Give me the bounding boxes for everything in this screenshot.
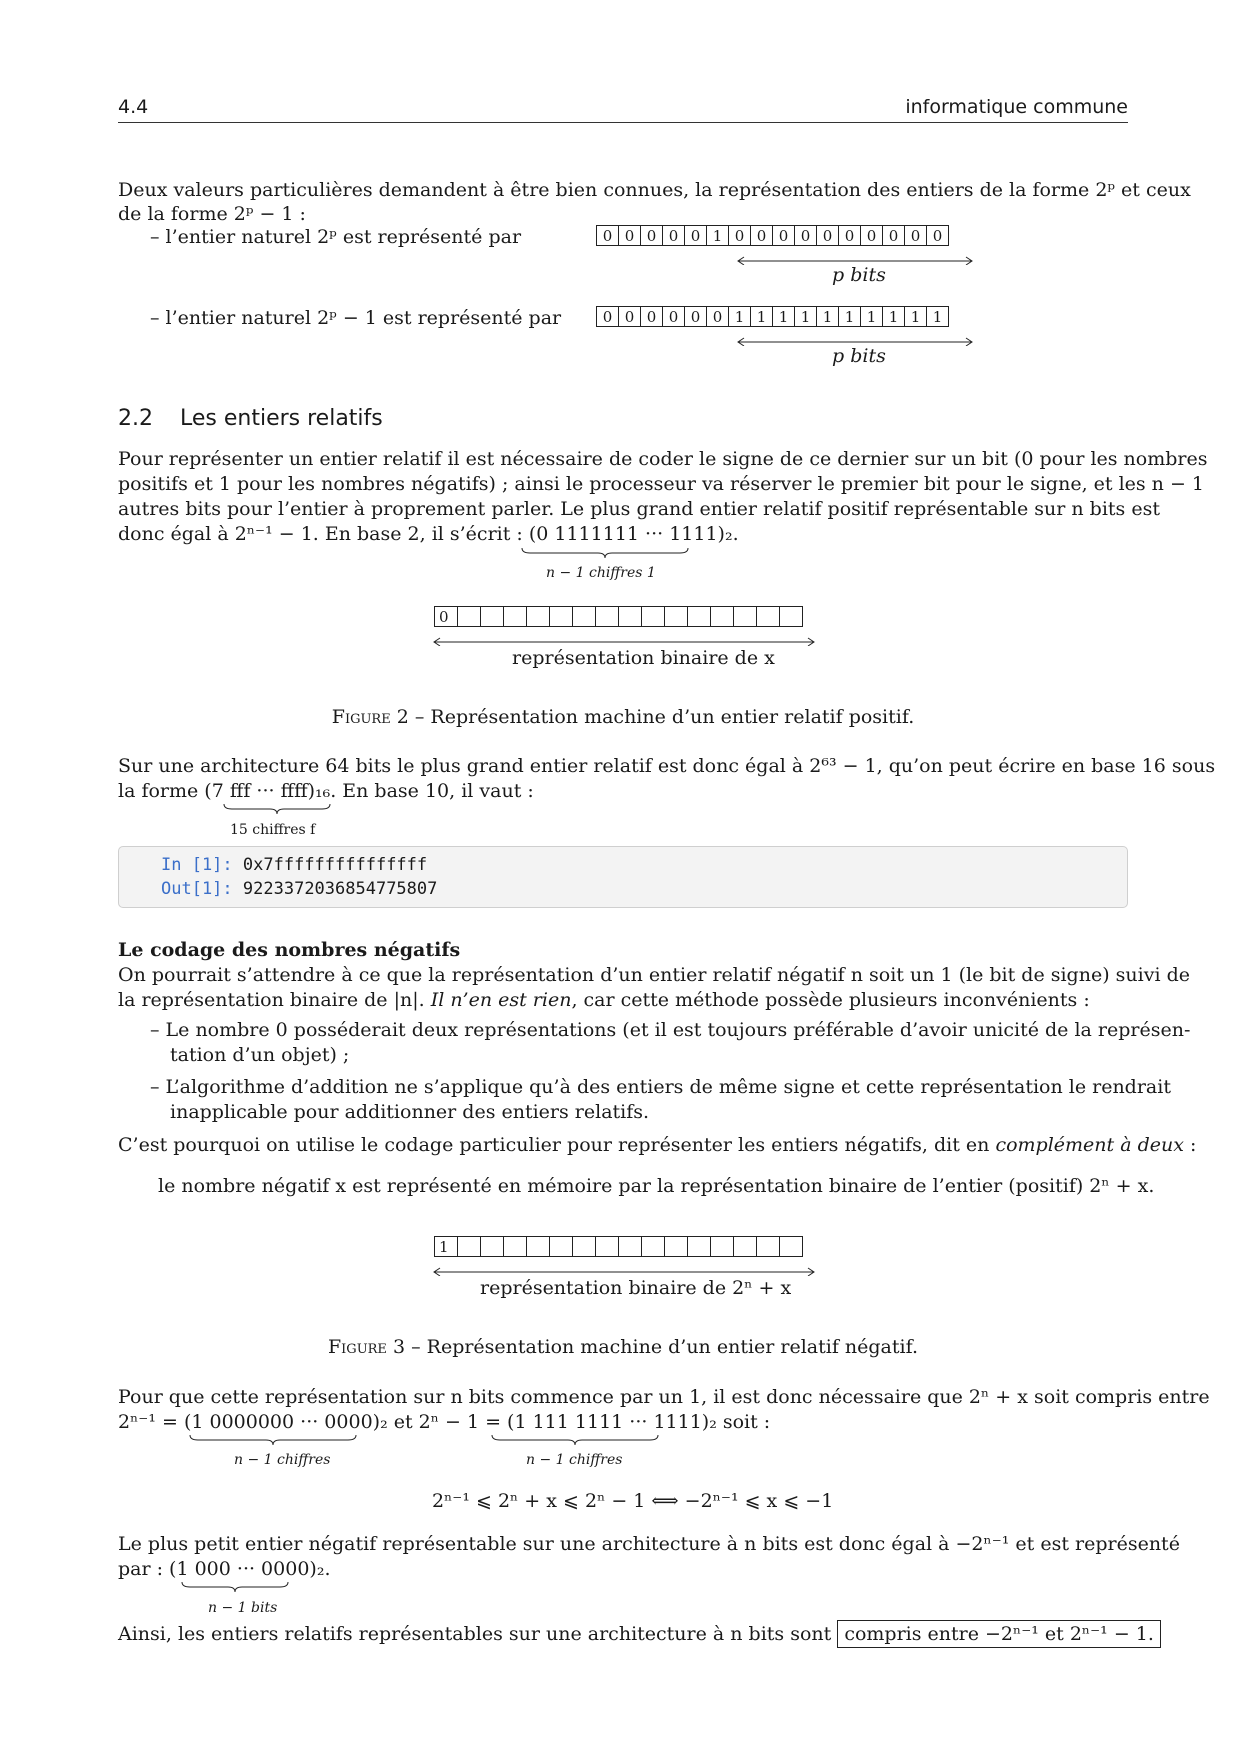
bit-cell: 1 <box>905 306 927 327</box>
bit-cell: 0 <box>685 225 707 246</box>
bit-cell: 1 <box>883 306 905 327</box>
in-value: 0x7fffffffffffffff <box>242 855 428 875</box>
para2-line-2: la forme (7 fff ··· ffff)₁₆. En base 10, il vaut : <box>118 780 534 802</box>
bit-cell: 0 <box>707 306 729 327</box>
register-cell <box>596 606 619 627</box>
bit-cell: 1 <box>839 306 861 327</box>
code-out-line <box>161 879 437 899</box>
register-cell <box>711 1236 734 1257</box>
register-cell <box>550 1236 573 1257</box>
bit-cell: 0 <box>663 225 685 246</box>
brace-label-para1: n − 1 chiffres 1 <box>546 565 656 581</box>
intro-line-2: de la forme 2ᵖ − 1 : <box>118 203 306 225</box>
figure2-register <box>434 606 803 627</box>
register-cell <box>711 606 734 627</box>
register-cell <box>619 606 642 627</box>
brace-para3-b <box>490 1433 660 1447</box>
para1-line-4: donc égal à 2ⁿ⁻¹ − 1. En base 2, il s’écrit : (0 1111111 ··· 1111)₂. <box>118 523 739 545</box>
register-cell <box>619 1236 642 1257</box>
para2-line-1: Sur une architecture 64 bits le plus grand entier relatif est donc égal à 2⁶³ − 1, qu’on peut écrire en base 16 sous <box>118 755 1216 777</box>
bit-cell: 0 <box>795 225 817 246</box>
brace-para1 <box>520 546 690 560</box>
register-cell <box>573 1236 596 1257</box>
bit-cell: 0 <box>619 306 641 327</box>
intro-item-1: – l’entier naturel 2ᵖ est représenté par <box>150 226 522 248</box>
neg-line-3 <box>118 1133 1197 1158</box>
bit-cell: 1 <box>927 306 949 327</box>
inequality-equation: 2ⁿ⁻¹ ⩽ 2ⁿ + x ⩽ 2ⁿ − 1 ⟺ −2ⁿ⁻¹ ⩽ x ⩽ −1 <box>432 1490 834 1512</box>
p-bits-label-1: p bits <box>832 264 886 286</box>
register-cell <box>757 606 780 627</box>
neg-line-2c: , car cette méthode possède plusieurs inconvénients : <box>571 989 1090 1011</box>
register-cell <box>481 1236 504 1257</box>
register-cell <box>688 1236 711 1257</box>
bit-cell: 1 <box>707 225 729 246</box>
register-cell <box>458 1236 481 1257</box>
bit-cell: 0 <box>773 225 795 246</box>
neg-heading: Le codage des nombres négatifs <box>118 939 461 961</box>
para1-line-3: autres bits pour l’entier à proprement parler. Le plus grand entier relatif positif représentable sur n bits est <box>118 498 1160 520</box>
figure3-caption <box>118 1336 1128 1358</box>
register-cell <box>665 606 688 627</box>
final-statement-text: Ainsi, les entiers relatifs représentables sur une architecture à n bits sont <box>118 1623 838 1645</box>
neg-line-3c: : <box>1183 1134 1197 1156</box>
bit-cell: 0 <box>619 225 641 246</box>
para1-line-1: Pour représenter un entier relatif il est nécessaire de coder le signe de ce dernier sur un bit (0 pour les nombres <box>118 448 1208 470</box>
register-cell <box>527 1236 550 1257</box>
out-value: 9223372036854775807 <box>242 879 438 899</box>
para3-line-1: Pour que cette représentation sur n bits commence par un 1, il est donc nécessaire que 2ⁿ + x soit compris entre <box>118 1386 1210 1408</box>
bit-cell: 1 <box>773 306 795 327</box>
bit-cell: 0 <box>641 306 663 327</box>
para3-line-2: 2ⁿ⁻¹ = (1 0000000 ··· 0000)₂ et 2ⁿ − 1 = (1 111 1111 ··· 1111)₂ soit : <box>118 1411 771 1433</box>
figure2-caption-prefix: Figure 2 <box>331 706 409 728</box>
section-number: 4.4 <box>118 96 149 118</box>
section-title: Les entiers relatifs <box>180 406 383 431</box>
bit-cell: 0 <box>641 225 663 246</box>
bullet2-line-2: inapplicable pour additionner des entiers relatifs. <box>170 1101 650 1123</box>
bit-cell: 1 <box>795 306 817 327</box>
bit-cell: 0 <box>597 225 619 246</box>
brace-para3-a <box>188 1433 358 1447</box>
bullet1-line-1: – Le nombre 0 posséderait deux représentations (et il est toujours préférable d’avoir unicité de la représen- <box>150 1019 1191 1041</box>
final-boxed-range: compris entre −2ⁿ⁻¹ et 2ⁿ⁻¹ − 1. <box>837 1620 1161 1648</box>
bit-cell: 0 <box>905 225 927 246</box>
header-rule <box>118 122 1128 123</box>
final-statement <box>118 1622 1154 1647</box>
figure3-arrow <box>432 1266 818 1276</box>
para1-line-2: positifs et 1 pour les nombres négatifs) ; ainsi le processeur va réserver le premier bit pour le signe, et les n − 1 <box>118 473 1205 495</box>
register-cell <box>780 1236 803 1257</box>
para4-line-2: par : (1 000 ··· 0000)₂. <box>118 1558 331 1580</box>
register-cell: 1 <box>435 1236 458 1257</box>
bit-cell: 1 <box>817 306 839 327</box>
register-cell <box>757 1236 780 1257</box>
figure3-axis-label: représentation binaire de 2ⁿ + x <box>480 1277 792 1299</box>
out-prompt: Out[1]: <box>161 879 233 899</box>
neg-line-1: On pourrait s’attendre à ce que la représentation d’un entier relatif négatif n soit un 1 (le bit de signe) suivi de <box>118 964 1190 986</box>
bit-cell: 0 <box>839 225 861 246</box>
bullet2-line-1: – L’algorithme d’addition ne s’applique qu’à des entiers de même signe et cette représentation le rendrait <box>150 1076 1171 1098</box>
register-cell <box>458 606 481 627</box>
section-number-heading: 2.2 <box>118 406 153 431</box>
bit-cell: 0 <box>927 225 949 246</box>
running-title: informatique commune <box>905 96 1128 118</box>
bit-row-2p-minus-1 <box>596 306 949 327</box>
figure2-caption-text: – Représentation machine d’un entier relatif positif. <box>408 706 915 728</box>
neg-line-2a: la représentation binaire de |n|. <box>118 989 431 1011</box>
bit-cell: 0 <box>663 306 685 327</box>
brace-label-para3-a: n − 1 chiffres <box>234 1452 331 1468</box>
brace-para4 <box>180 1580 290 1594</box>
brace-label-para3-b: n − 1 chiffres <box>526 1452 623 1468</box>
register-cell <box>504 1236 527 1257</box>
brace-para2 <box>222 802 332 816</box>
para4-line-1: Le plus petit entier négatif représentable sur une architecture à n bits est donc égal à −2ⁿ⁻¹ et est représenté <box>118 1533 1180 1555</box>
register-cell: 0 <box>435 606 458 627</box>
bit-cell: 1 <box>729 306 751 327</box>
register-cell <box>780 606 803 627</box>
bit-cell: 0 <box>597 306 619 327</box>
brace-label-para2: 15 chiffres f <box>230 822 316 838</box>
figure3-register <box>434 1236 803 1257</box>
neg-line-2b: Il n’en est rien <box>430 989 572 1011</box>
register-cell <box>665 1236 688 1257</box>
bit-cell: 0 <box>883 225 905 246</box>
code-in-line <box>161 855 427 875</box>
register-cell <box>688 606 711 627</box>
bit-cell: 1 <box>861 306 883 327</box>
intro-item-2: – l’entier naturel 2ᵖ − 1 est représenté par <box>150 307 562 329</box>
register-cell <box>527 606 550 627</box>
neg-line-2 <box>118 988 1128 1013</box>
bit-cell: 1 <box>751 306 773 327</box>
figure3-caption-text: – Représentation machine d’un entier relatif négatif. <box>405 1336 918 1358</box>
bit-cell: 0 <box>861 225 883 246</box>
register-cell <box>642 606 665 627</box>
bullet1-line-2: tation d’un objet) ; <box>170 1044 350 1066</box>
in-prompt: In [1]: <box>161 855 233 875</box>
neg-line-3a: C’est pourquoi on utilise le codage particulier pour représenter les entiers négatifs, dit en <box>118 1134 996 1156</box>
figure2-arrow <box>432 636 818 646</box>
register-cell <box>642 1236 665 1257</box>
neg-statement: le nombre négatif x est représenté en mémoire par la représentation binaire de l’entier (positif) 2ⁿ + x. <box>158 1175 1155 1197</box>
intro-line-1: Deux valeurs particulières demandent à être bien connues, la représentation des entiers de la forme 2ᵖ et ceux <box>118 179 1191 201</box>
bit-cell: 0 <box>817 225 839 246</box>
register-cell <box>734 1236 757 1257</box>
bit-cell: 0 <box>729 225 751 246</box>
register-cell <box>550 606 573 627</box>
code-cell <box>118 846 1128 908</box>
register-cell <box>504 606 527 627</box>
register-cell <box>481 606 504 627</box>
register-cell <box>573 606 596 627</box>
neg-line-3b: complément à deux <box>995 1134 1184 1156</box>
bit-cell: 0 <box>685 306 707 327</box>
figure2-axis-label: représentation binaire de x <box>512 647 775 669</box>
register-cell <box>734 606 757 627</box>
register-cell <box>596 1236 619 1257</box>
p-bits-label-2: p bits <box>832 345 886 367</box>
figure2-caption <box>118 706 1128 728</box>
figure3-caption-prefix: Figure 3 <box>327 1336 406 1358</box>
bit-cell: 0 <box>751 225 773 246</box>
brace-label-para4: n − 1 bits <box>208 1600 278 1616</box>
bit-row-2p <box>596 225 949 246</box>
